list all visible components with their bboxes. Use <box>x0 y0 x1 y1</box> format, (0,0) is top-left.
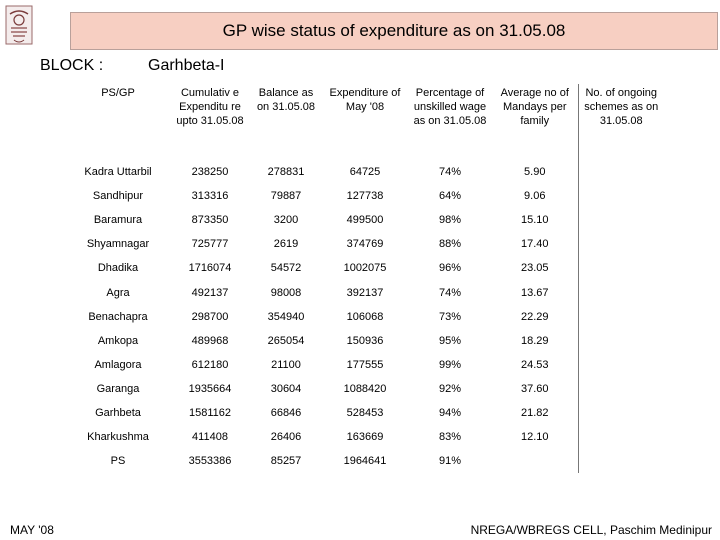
footer-date: MAY '08 <box>10 523 54 537</box>
table-cell: 92% <box>438 382 462 395</box>
table-cell: 3553386 <box>188 455 232 468</box>
table-cell: Amkopa <box>97 334 139 347</box>
table-cell: Garhbeta <box>95 406 141 419</box>
table-cell: 499500 <box>346 214 384 227</box>
table-cell: 1581162 <box>188 406 231 419</box>
table-cell: 37.60 <box>520 382 549 395</box>
table-cell: 3200 <box>273 214 299 227</box>
table-cell: 238250 <box>191 166 229 179</box>
table-cell: 21100 <box>271 358 301 371</box>
table-cell: 26406 <box>270 431 302 444</box>
table-cell: 22.29 <box>520 310 549 323</box>
table-cell: 12.10 <box>520 431 549 444</box>
column-header: Balance as on 31.05.08 <box>256 87 316 113</box>
table-cell: 1002075 <box>343 262 387 275</box>
table-cell: Dhadika <box>97 262 139 275</box>
table-cell: Baramura <box>93 214 143 227</box>
table-row <box>66 256 664 280</box>
table-cell: 5.90 <box>524 166 546 179</box>
block-value: Garhbeta-I <box>148 57 225 74</box>
table-cell: Garanga <box>96 382 140 395</box>
column-header: Expenditure of May '08 <box>329 87 401 113</box>
table-cell: 15.10 <box>520 214 549 227</box>
table-cell <box>578 353 664 377</box>
table-cell: 177555 <box>346 358 384 371</box>
table-row <box>66 160 664 184</box>
table-cell: 265054 <box>267 334 305 347</box>
table-cell <box>578 377 664 401</box>
table-cell: PS <box>110 455 126 468</box>
table-cell: 98% <box>438 214 462 227</box>
column-header: PS/GP <box>101 87 135 99</box>
table-cell <box>578 160 664 184</box>
table-cell: 528453 <box>346 406 384 419</box>
table-cell: Sandhipur <box>92 190 144 203</box>
table-cell: 96% <box>438 262 462 275</box>
table-cell: 99% <box>438 358 462 371</box>
table-cell <box>578 305 664 329</box>
table-cell: 725777 <box>191 238 229 251</box>
table-cell: 24.53 <box>520 358 549 371</box>
table-cell: 83% <box>438 431 462 444</box>
column-header: Cumulativ e Expenditu re upto 31.05.08 <box>176 87 244 127</box>
table-cell: 30604 <box>270 382 302 395</box>
table-row <box>66 208 664 232</box>
table-cell: 392137 <box>346 286 384 299</box>
expenditure-table <box>66 84 664 473</box>
table-cell: 1088420 <box>343 382 387 395</box>
table-cell: 1716074 <box>188 262 232 275</box>
block-label: BLOCK : <box>40 57 104 74</box>
table-cell: 612180 <box>191 358 229 371</box>
table-cell: 1935664 <box>188 382 232 395</box>
table-cell: 98008 <box>270 286 302 299</box>
footer-credit: NREGA/WBREGS CELL, Paschim Medinipur <box>470 523 712 537</box>
table-cell: 66846 <box>270 406 302 419</box>
table-header-row <box>66 84 664 160</box>
column-header: No. of ongoing schemes as on 31.05.08 <box>578 84 664 160</box>
table-cell <box>578 449 664 473</box>
table-cell: 54572 <box>270 262 302 275</box>
table-cell: 88% <box>438 238 462 251</box>
table-cell <box>578 280 664 304</box>
table-cell: 74% <box>438 166 462 179</box>
emblem-logo-icon <box>4 4 34 46</box>
table-cell: 91% <box>438 455 462 468</box>
table-cell <box>492 449 578 473</box>
table-cell <box>578 425 664 449</box>
table-row <box>66 280 664 304</box>
table-cell: 64725 <box>349 166 381 179</box>
table-cell: 489968 <box>191 334 229 347</box>
table-cell: 13.67 <box>520 286 549 299</box>
table-cell: 163669 <box>346 431 384 444</box>
table-row <box>66 449 664 473</box>
table-cell: 23.05 <box>520 262 549 275</box>
table-cell: Shyamnagar <box>86 238 150 251</box>
table-cell: 354940 <box>267 310 305 323</box>
table-row <box>66 232 664 256</box>
table-cell: 18.29 <box>520 334 549 347</box>
table-cell: 85257 <box>270 455 302 468</box>
table-cell: 74% <box>438 286 462 299</box>
table-cell: 1964641 <box>343 455 387 468</box>
column-header: Average no of Mandays per family <box>500 87 569 127</box>
table-cell: 9.06 <box>524 190 546 203</box>
table-cell: Benachapra <box>88 310 148 323</box>
column-header: Percentage of unskilled wage as on 31.05.08 <box>413 87 487 127</box>
table-cell: 95% <box>438 334 462 347</box>
table-cell: 73% <box>438 310 462 323</box>
table-cell: 64% <box>438 190 462 203</box>
table-cell: 374769 <box>346 238 384 251</box>
table-cell <box>578 256 664 280</box>
table-row <box>66 377 664 401</box>
table-cell: 298700 <box>191 310 229 323</box>
table-cell: 127738 <box>346 190 384 203</box>
table-cell: Amlagora <box>94 358 142 371</box>
table-cell <box>578 401 664 425</box>
table-cell: 873350 <box>191 214 229 227</box>
table-cell <box>578 208 664 232</box>
table-cell <box>578 329 664 353</box>
table-cell: 150936 <box>346 334 384 347</box>
table-row <box>66 329 664 353</box>
table-cell: Agra <box>106 286 130 299</box>
table-cell: 94% <box>438 406 462 419</box>
table-cell: 2619 <box>273 238 299 251</box>
table-cell: 492137 <box>191 286 229 299</box>
table-cell <box>578 232 664 256</box>
table-cell <box>578 184 664 208</box>
table-cell: Kadra Uttarbil <box>84 166 152 179</box>
table-cell: 313316 <box>191 190 229 203</box>
table-cell: Kharkushma <box>87 431 149 444</box>
table-body <box>66 160 664 473</box>
table-cell: 79887 <box>270 190 302 203</box>
table-cell: 278831 <box>267 166 305 179</box>
table-cell: 106068 <box>346 310 384 323</box>
table-row <box>66 425 664 449</box>
table-row <box>66 353 664 377</box>
table-cell: 21.82 <box>520 406 549 419</box>
table-row <box>66 401 664 425</box>
table-row <box>66 305 664 329</box>
table-cell: 17.40 <box>520 238 549 251</box>
table-cell: 411408 <box>192 431 228 444</box>
table-row <box>66 184 664 208</box>
page-title: GP wise status of expenditure as on 31.05.08 <box>70 12 718 50</box>
